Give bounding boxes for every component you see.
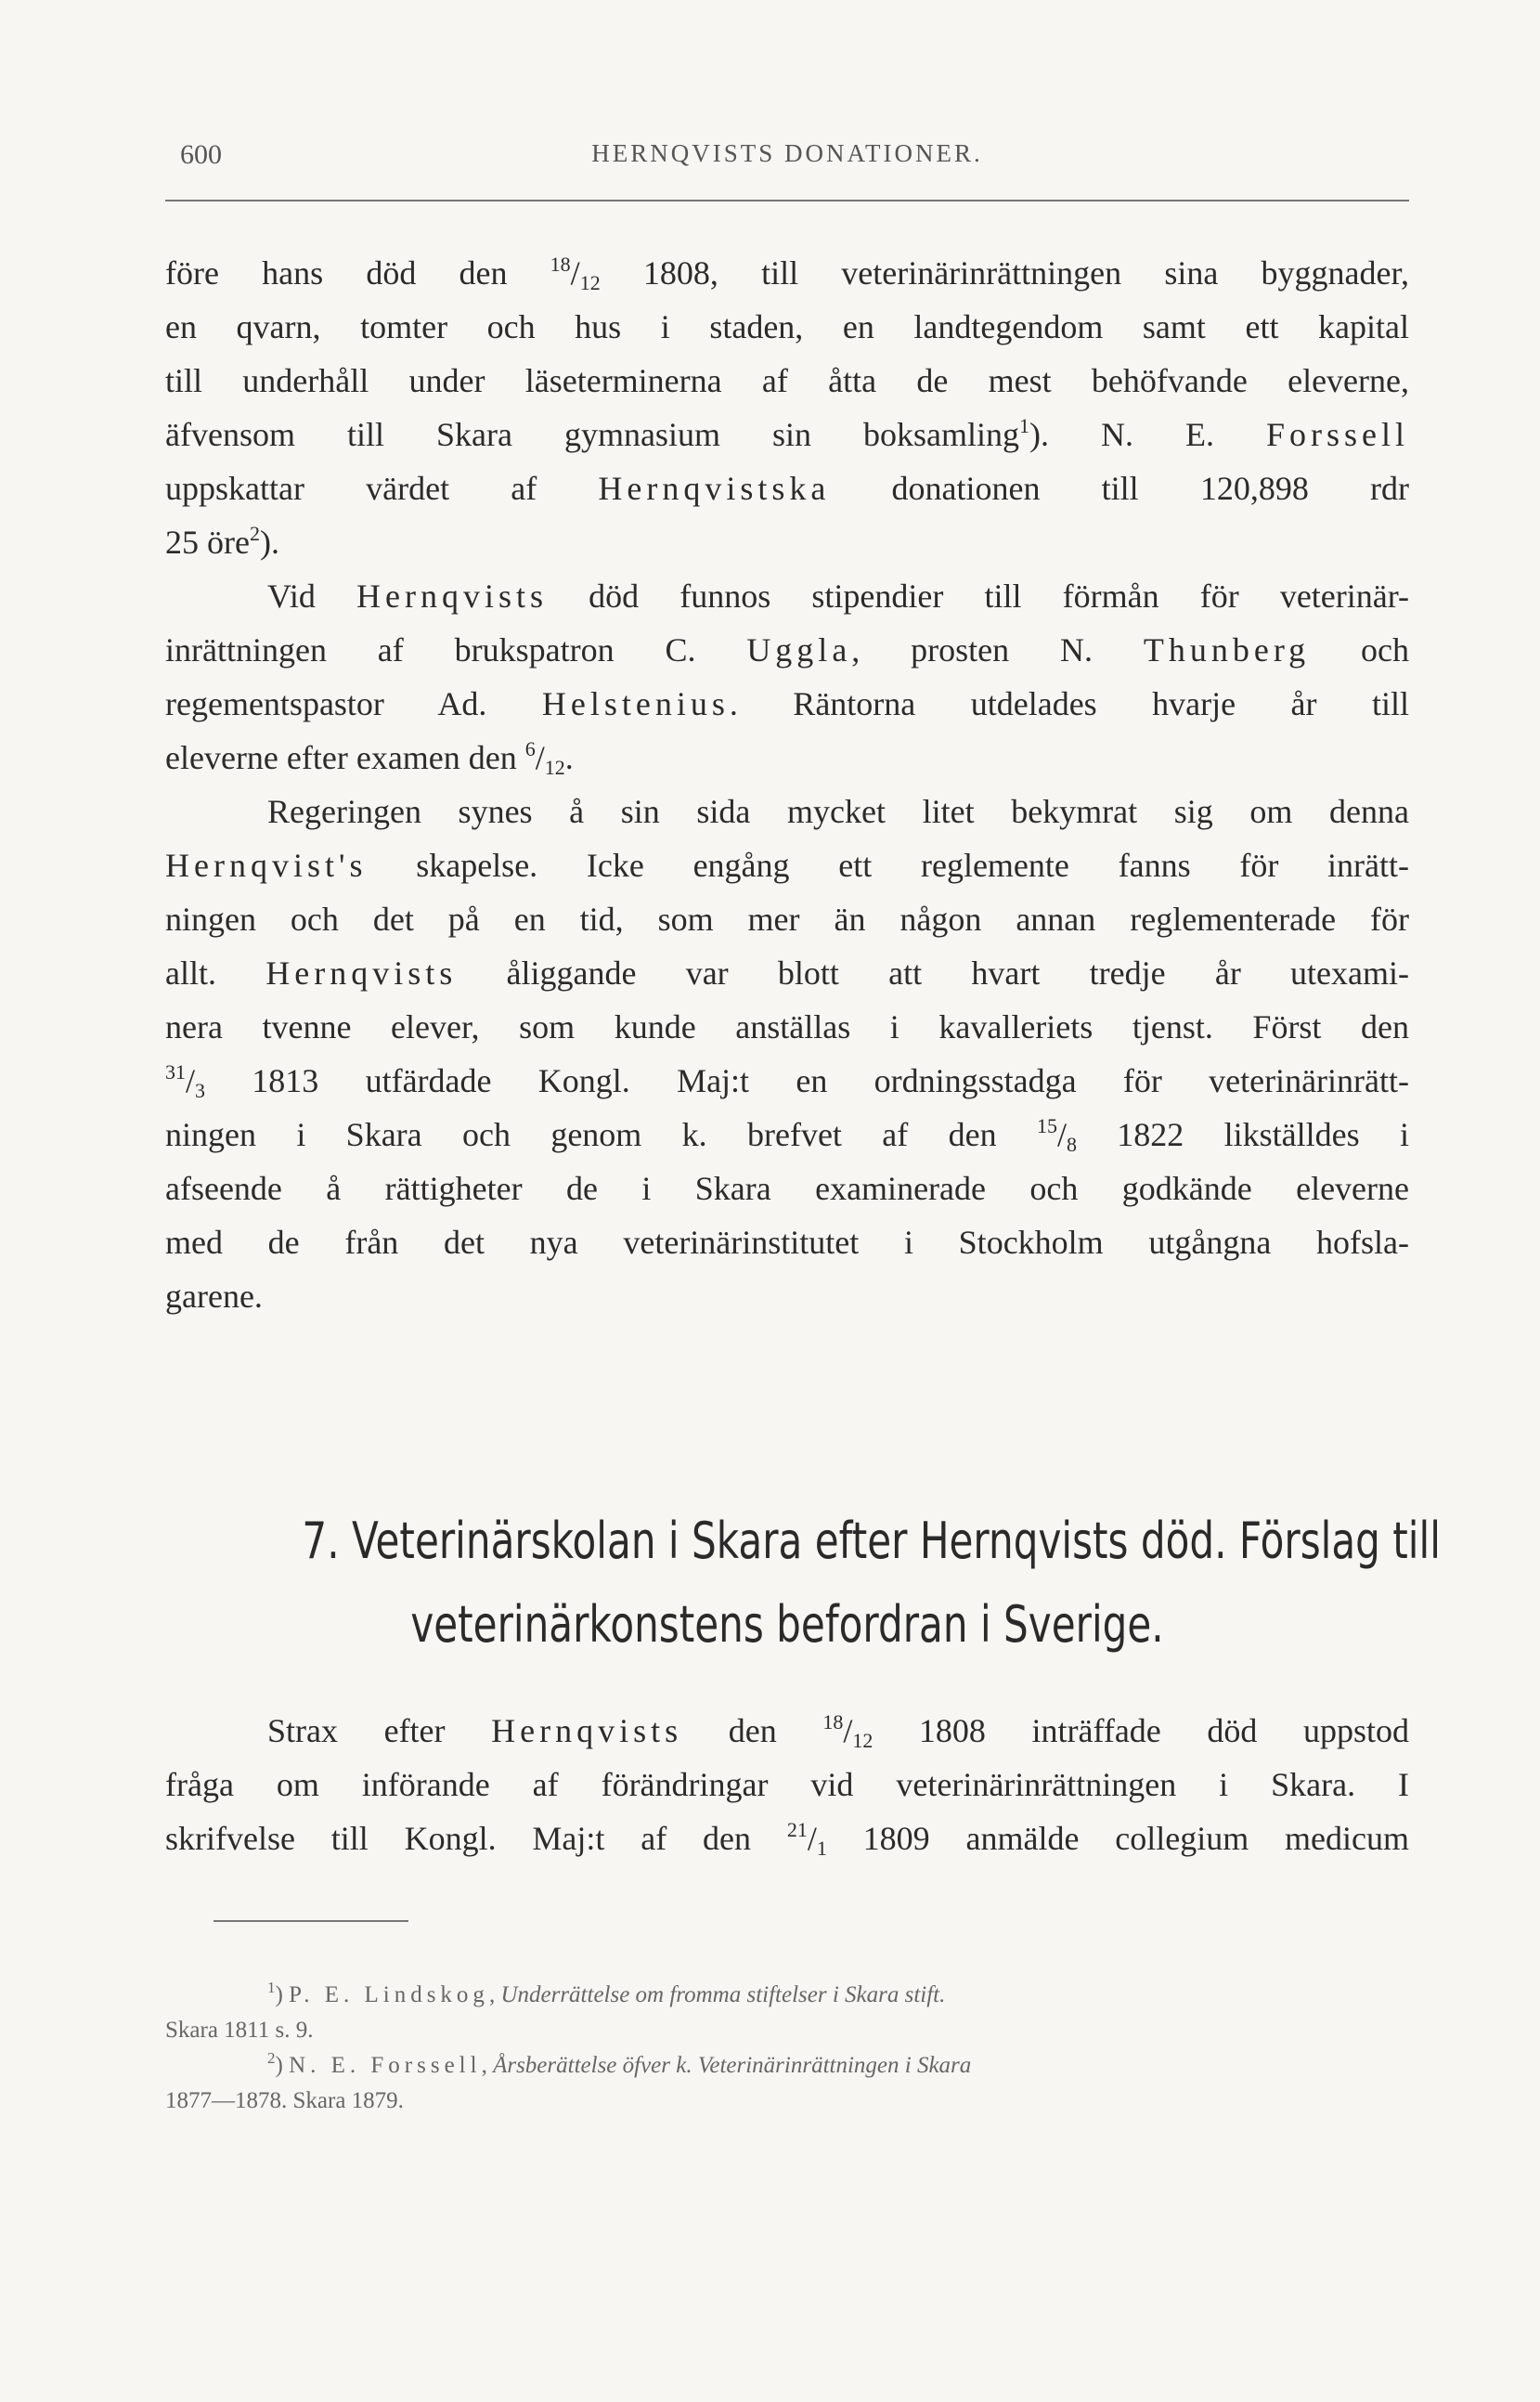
section-heading-line: veterinärkonstens befordran i Sverige. [410,1595,1164,1654]
footnote-rule [214,1920,408,1922]
footnote-1: $^1$) P. E. Lindskog, Underrättelse om fromma stiftelser i Skara stift. [267,1979,946,2007]
running-title: HERNQVISTS DONATIONER. [591,139,983,167]
text-line: $^{31}/_3$ 1813 utfärdade Kongl. Maj:t en ordningsstadga för veterinärinrätt- [165,1060,1409,1102]
body-text-bottom [165,1704,1409,1865]
text-line: fråga om införande af förändringar vid veterinärinrättningen i Skara. I [165,1766,1409,1803]
text-line: till underhåll under läseterminerna af åtta de mest behöfvande eleverne, [165,362,1409,399]
page-number: 600 [180,139,222,170]
text-line: ningen i Skara och genom k. brefvet af den $^{15}/_8$ 1822 likställdes i [165,1114,1409,1156]
text-line: garene. [165,1278,263,1315]
text-line: ningen och det på en tid, som mer än någon annan reglementerade för [165,901,1409,938]
section-heading [165,1500,1441,1667]
footnote-2: $^2$) N. E. Forssell, Årsberättelse öfver k. Veterinärinrättningen i Skara [267,2049,972,2078]
text-line: Strax efter Hernqvists den $^{18}/_{12}$ 1808 inträffade död uppstod [267,1710,1409,1752]
text-line: Regeringen synes å sin sida mycket litet bekymrat sig om denna [267,793,1409,830]
text-line: uppskattar värdet af Hernqvistska donationen till 120,898 rdr [165,470,1409,507]
text-line: afseende å rättigheter de i Skara examinerade och godkände eleverne [165,1170,1409,1207]
section-heading-line: 7. Veterinärskolan i Skara efter Hernqvists död. Förslag till [302,1512,1441,1570]
footnote-2-cont: 1877—1878. Skara 1879. [165,2088,404,2113]
text-line: eleverne efter examen den $^6/_{12}$. [165,737,574,779]
header-rule [165,200,1409,201]
text-line: inrättningen af brukspatron C. Uggla, prosten N. Thunberg och [165,631,1409,669]
body-text-top [165,246,1409,1323]
text-line: 25 öre$^2$). [165,522,279,561]
footnote-1-cont: Skara 1811 s. 9. [165,2018,314,2043]
text-line: Vid Hernqvists död funnos stipendier till förmån för veterinär- [267,578,1409,615]
text-line: med de från det nya veterinärinstitutet i Stockholm utgångna hofsla- [165,1224,1409,1261]
text-line: äfvensom till Skara gymnasium sin boksamling$^1$). N. E. Forssell [165,414,1409,453]
text-line: en qvarn, tomter och hus i staden, en landtegendom samt ett kapital [165,308,1409,345]
text-line: allt. Hernqvists åliggande var blott att hvart tredje år utexami- [165,954,1409,992]
footnotes [165,1978,1409,2119]
text-line: Hernqvist's skapelse. Icke engång ett reglemente fanns för inrätt- [165,847,1409,884]
text-line: regementspastor Ad. Helstenius. Räntorna utdelades hvarje år till [165,685,1409,722]
page-header [165,139,1409,176]
text-line: före hans död den $^{18}/_{12}$ 1808, till veterinärinrättningen sina byggnader, [165,253,1409,294]
text-line: nera tvenne elever, som kunde anställas i kavalleriets tjenst. Först den [165,1008,1409,1045]
text-line: skrifvelse till Kongl. Maj:t af den $^{21}/_1$ 1809 anmälde collegium medicum [165,1818,1409,1860]
